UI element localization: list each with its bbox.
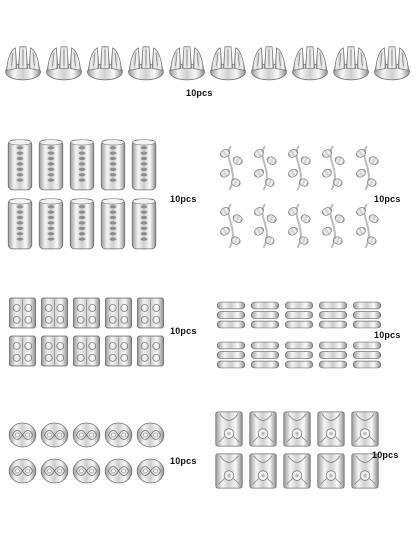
flower-clip-icon [316,452,346,490]
leaf-cuff-icon [209,46,247,82]
filigree-square-icon [8,334,37,368]
filigree-square-group [0,292,210,382]
spring-coil-icon [318,298,348,332]
spring-coil-group [208,296,416,386]
spring-coil-icon [318,338,348,372]
lace-cuff-group [0,414,210,524]
group-label-lace-cuffs: 10pcs [170,456,197,466]
spring-coil-icon [216,298,246,332]
spring-coil-row [216,298,382,332]
lace-cuff-icon [40,456,69,486]
flower-clip-row [214,452,380,490]
hollow-tube-icon [6,138,34,192]
leaf-cuff-icon [373,46,411,82]
lace-cuff-icon [72,420,101,450]
flower-clip-icon [282,410,312,448]
lace-cuff-row [8,420,165,450]
vine-ring-icon [216,142,246,194]
group-label-spring-coils: 10pcs [374,330,401,340]
hollow-tube-row [6,138,158,192]
lace-cuff-icon [136,420,165,450]
leaf-cuff-group [0,0,416,100]
group-label-flower-clips: 10pcs [372,450,399,460]
spring-coil-row [216,338,382,372]
lace-cuff-icon [8,456,37,486]
hollow-tube-icon [99,138,127,192]
flower-clip-icon [316,410,346,448]
vine-ring-row [216,200,382,252]
leaf-cuff-row [4,46,411,82]
vine-ring-icon [250,142,280,194]
spring-coil-icon [250,338,280,372]
vine-ring-icon [318,200,348,252]
flower-clip-icon [214,452,244,490]
filigree-square-icon [136,334,165,368]
lace-cuff-icon [40,420,69,450]
spring-coil-icon [352,298,382,332]
leaf-cuff-icon [4,46,42,82]
filigree-square-icon [136,296,165,330]
vine-ring-icon [284,142,314,194]
group-label-vine-rings: 10pcs [374,194,401,204]
filigree-square-icon [40,334,69,368]
leaf-cuff-icon [332,46,370,82]
lace-cuff-icon [136,456,165,486]
leaf-cuff-icon [291,46,329,82]
vine-ring-row [216,142,382,194]
vine-ring-icon [216,200,246,252]
group-label-hollow-tubes: 10pcs [170,194,197,204]
hollow-tube-icon [130,197,158,251]
filigree-square-icon [72,334,101,368]
leaf-cuff-icon [45,46,83,82]
vine-ring-icon [284,200,314,252]
hollow-tube-icon [6,197,34,251]
hollow-tube-icon [68,138,96,192]
leaf-cuff-icon [86,46,124,82]
flower-clip-icon [248,452,278,490]
vine-ring-icon [352,200,382,252]
flower-clip-icon [214,410,244,448]
leaf-cuff-icon [168,46,206,82]
leaf-cuff-icon [250,46,288,82]
flower-clip-icon [248,410,278,448]
filigree-square-row [8,296,165,330]
hollow-tube-row [6,197,158,251]
vine-ring-icon [352,142,382,194]
flower-clip-row [214,410,380,448]
filigree-square-icon [104,334,133,368]
lace-cuff-icon [104,420,133,450]
filigree-square-icon [72,296,101,330]
leaf-cuff-icon [127,46,165,82]
hollow-tube-icon [99,197,127,251]
group-label-leaf-cuffs: 10pcs [186,88,213,98]
filigree-square-icon [40,296,69,330]
hollow-tube-icon [68,197,96,251]
group-label-filigree-squares: 10pcs [170,326,197,336]
lace-cuff-row [8,456,165,486]
spring-coil-icon [352,338,382,372]
vine-ring-icon [250,200,280,252]
lace-cuff-icon [72,456,101,486]
spring-coil-icon [250,298,280,332]
flower-clip-group [208,408,416,528]
filigree-square-icon [8,296,37,330]
hollow-tube-group [0,130,210,260]
filigree-square-row [8,334,165,368]
spring-coil-icon [284,338,314,372]
filigree-square-icon [104,296,133,330]
spring-coil-icon [216,338,246,372]
vine-ring-group [208,136,416,256]
lace-cuff-icon [8,420,37,450]
flower-clip-icon [282,452,312,490]
hollow-tube-icon [130,138,158,192]
vine-ring-icon [318,142,348,194]
spring-coil-icon [284,298,314,332]
lace-cuff-icon [104,456,133,486]
flower-clip-icon [350,410,380,448]
hollow-tube-icon [37,138,65,192]
hollow-tube-icon [37,197,65,251]
